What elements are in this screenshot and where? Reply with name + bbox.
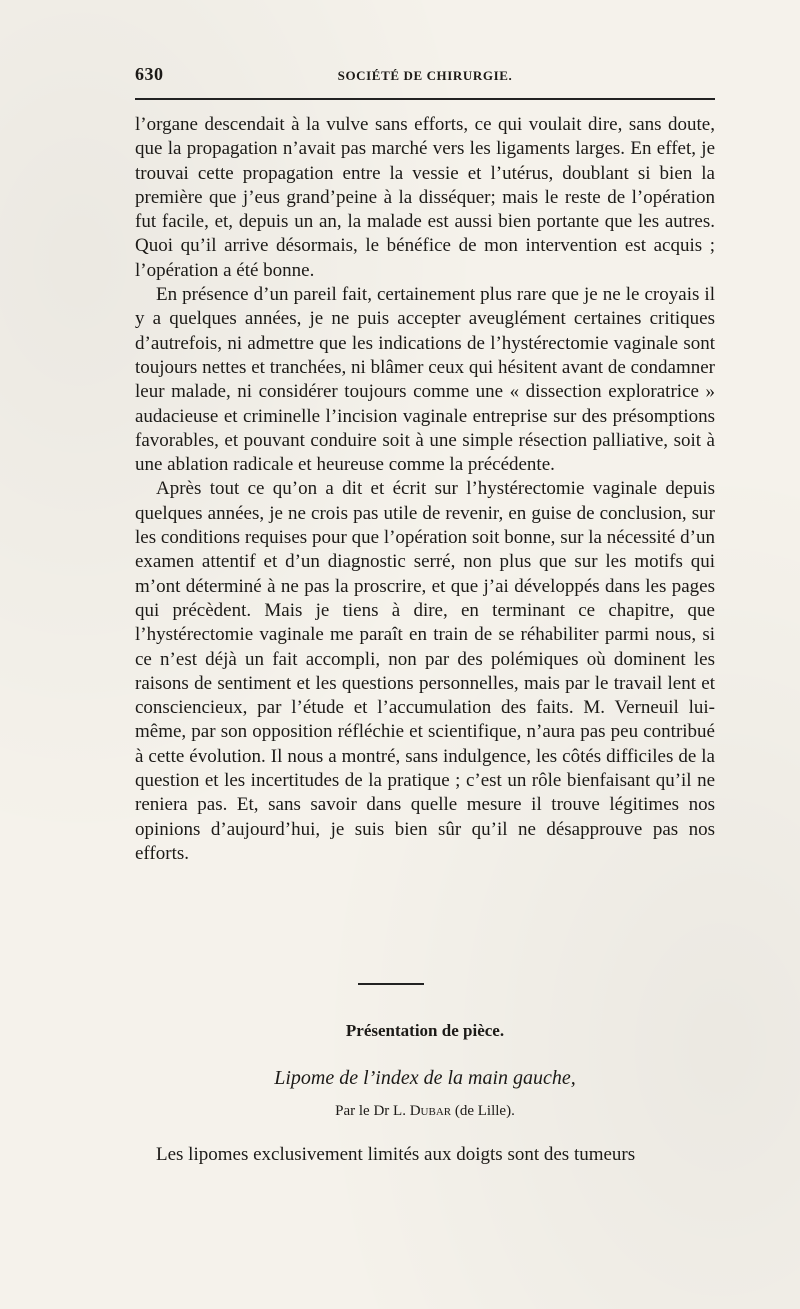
section-separator bbox=[358, 983, 424, 985]
author-prefix: Par le Dr L. bbox=[335, 1103, 406, 1119]
author-suffix: (de Lille). bbox=[454, 1103, 515, 1119]
running-title: SOCIÉTÉ DE CHIRURGIE. bbox=[337, 68, 513, 83]
body-text bbox=[135, 113, 715, 866]
paragraph-1: l’organe descendait à la vulve sans efforts, ce qui voulait dire, sans doute, que la propagation n’avait pas marché vers les ligaments larges. En effet, je trouvai cette propagation entre la vessie et l’utérus, doublant si bien la première que j’eus grand’peine à la disséquer; mais le reste de l’opération fut facile, et, depuis un an, la malade est aussi bien portante que les autres. Quoi qu’il arrive désormais, le bénéfice de mon intervention est acquis ; l’opération a été bonne. bbox=[135, 114, 715, 281]
section-title: Présentation de pièce. bbox=[345, 1021, 505, 1040]
author-name: Dubar bbox=[409, 1103, 452, 1119]
page-header bbox=[135, 64, 715, 88]
article-opening-line: Les lipomes exclusivement limités aux doigts sont des tumeurs bbox=[156, 1144, 636, 1165]
paragraph-2: En présence d’un pareil fait, certainement plus rare que je ne le croyais il y a quelques années, je ne puis accepter aveuglément certaines critiques d’autrefois, ni admettre que les indications de l’hystérectomie vaginale sont toujours nettes et tranchées, ni blâmer ceux qui hésitent avant de condamner leur malade, ni considérer toujours comme une « dissection exploratrice » audacieuse et criminelle l’incision vaginale entreprise sur des présomptions favorables, et pouvant conduire soit à une simple résection palliative, soit à une ablation radicale et heureuse comme la précédente. bbox=[135, 284, 715, 476]
header-rule bbox=[135, 98, 715, 100]
author-line bbox=[135, 1103, 715, 1120]
page-number: 630 bbox=[135, 64, 164, 84]
paragraph-3: Après tout ce qu’on a dit et écrit sur l’hystérectomie vaginale depuis quelques années, je ne crois pas utile de revenir, en guise de conclusion, sur les conditions requises pour que l’opération soit bonne, sur la nécessité d’un examen attentif et d’un diagnostic serré, non plus que sur les motifs qui m’ont déterminé à ne pas la proscrire, et que j’ai développés dans les pages qui précèdent. Mais je tiens à dire, en terminant ce chapitre, que l’hystérectomie vaginale me paraît en train de se réhabiliter parmi nous, si ce n’est déjà un fait accompli, non par des polémiques où dominent les raisons de sentiment et les questions personnelles, mais par le travail lent et consciencieux, par l’étude et l’accumulation des faits. M. Verneuil lui-même, par son opposition réfléchie et scientifique, n’aura pas peu contribué à cette évolution. Il nous a montré, sans indulgence, les côtés difficiles de la question et les incertitudes de la pratique ; c’est un rôle bienfaisant qu’il ne reniera pas. Et, sans savoir dans quelle mesure il trouve légitimes nos opinions d’aujourd’hui, je suis bien sûr qu’il ne désapprouve pas nos efforts. bbox=[135, 478, 715, 864]
article-title: Lipome de l’index de la main gauche, bbox=[274, 1067, 576, 1089]
